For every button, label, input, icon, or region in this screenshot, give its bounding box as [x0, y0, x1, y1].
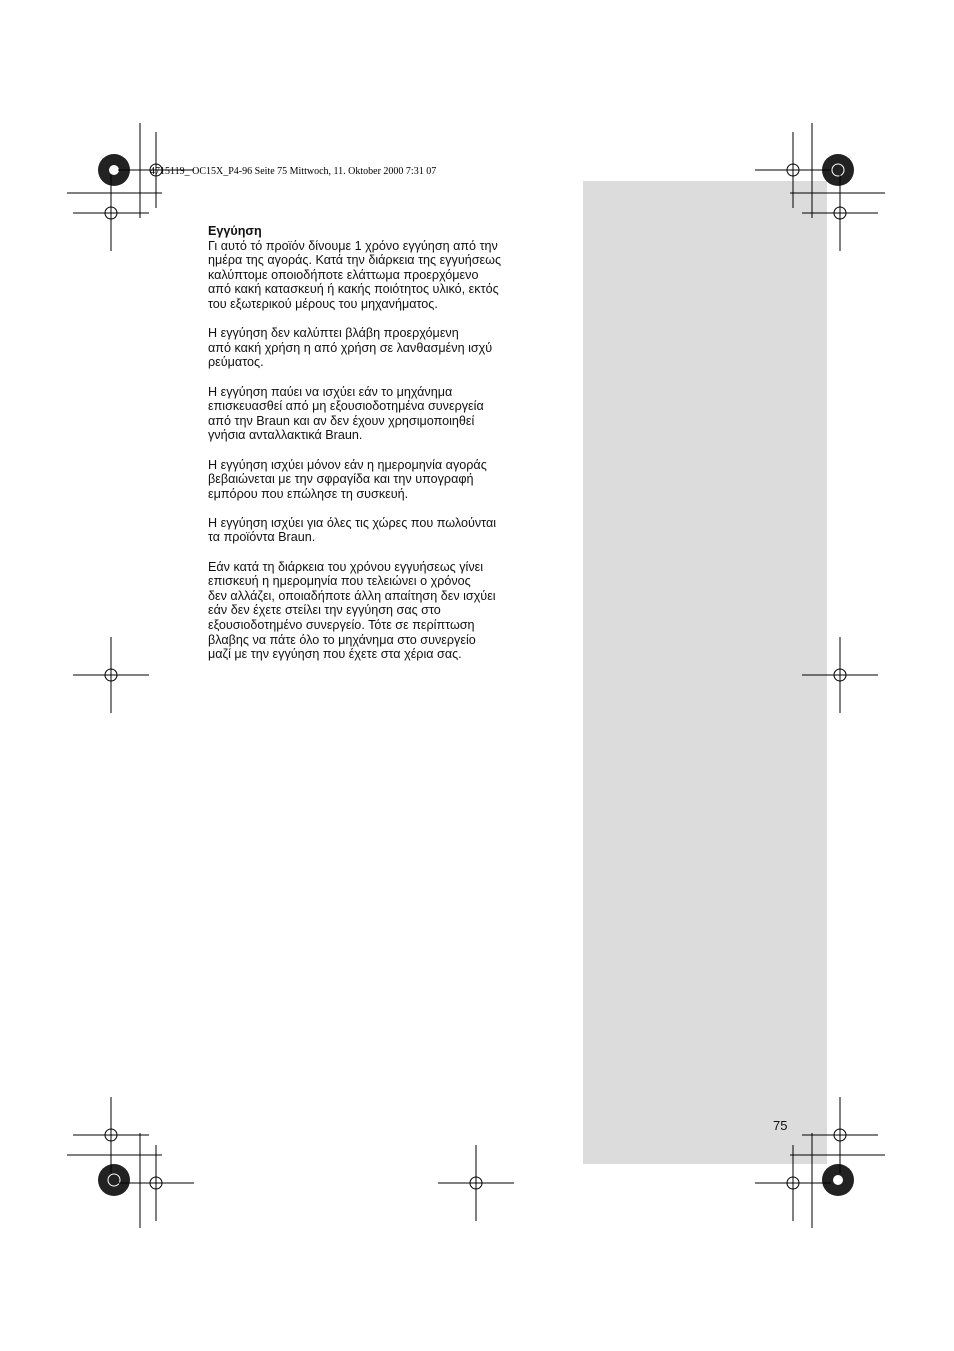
- registration-mark-icon: [755, 1145, 831, 1221]
- text-line: εξουσιοδοτημένο συνεργείο. Τότε σε περίπτωση: [208, 618, 475, 633]
- text-line: Η εγγύηση ισχύει για όλες τις χώρες που πωλούνται: [208, 515, 497, 530]
- registration-mark-icon: [802, 175, 878, 251]
- paragraph: [208, 385, 568, 443]
- text-line: επισκευή η ημερομηνία που τελειώνει ο χρόνος: [208, 574, 471, 589]
- text-line: καλύπτομε οποιοδήποτε ελάττωμα προερχόμενο: [208, 267, 479, 282]
- text-line: μαζί με την εγγύηση που έχετε στα χέρια σας.: [208, 647, 462, 662]
- registration-mark-icon: [73, 637, 149, 713]
- starburst-mark-icon: [98, 1164, 130, 1196]
- registration-mark-icon: [802, 1097, 878, 1173]
- text-line: από την Braun και αν δεν έχουν χρησιμοποιηθεί: [208, 413, 475, 428]
- text-line: του εξωτερικού μέρους του μηχανήματος.: [208, 296, 438, 311]
- text-line: από κακή κατασκευή ή κακής ποιότητος υλικό, εκτός: [208, 282, 499, 297]
- registration-mark-icon: [73, 1097, 149, 1173]
- text-line: από κακή χρήση η από χρήση σε λανθασμένη ισχύ: [208, 340, 493, 355]
- paragraph: [208, 560, 568, 662]
- registration-mark-icon: [755, 132, 831, 208]
- registration-mark-icon: [118, 1145, 194, 1221]
- text-line: επισκευασθεί από μη εξουσιοδοτημένα συνεργεία: [208, 399, 484, 414]
- text-line: ρεύματος.: [208, 355, 264, 370]
- starburst-mark-icon: [822, 1164, 854, 1196]
- text-line: βλαβης να πάτε όλο το μηχάνημα στο συνεργείο: [208, 632, 476, 647]
- text-line: γνήσια ανταλλακτικά Braun.: [208, 428, 363, 443]
- text-line: τα προϊόντα Braun.: [208, 530, 316, 545]
- text-line: Γι αυτό τό προϊόν δίνουμε 1 χρόνο εγγύηση από την: [208, 238, 498, 253]
- paragraph: [208, 326, 568, 370]
- text-line: βεβαιώνεται με την σφραγίδα και την υπογραφή: [208, 472, 474, 487]
- warranty-section: [208, 224, 568, 676]
- text-line: Η εγγύηση παύει να ισχύει εάν το μηχάνημα: [208, 384, 453, 399]
- print-slug: 4715119_ OC15X_P4-96 Seite 75 Mittwoch, 11. Oktober 2000 7:31 07: [150, 166, 437, 177]
- paragraph: [208, 458, 568, 502]
- text-line: εάν δεν έχετε στείλει την εγγύηση σας στο: [208, 603, 441, 618]
- section-title: Εγγύηση: [208, 224, 262, 238]
- registration-mark-icon: [802, 637, 878, 713]
- paragraph: [208, 516, 568, 545]
- page-number: 75: [773, 1118, 788, 1133]
- text-line: Εάν κατά τη διάρκεια του χρόνου εγγυήσεως γίνει: [208, 559, 484, 574]
- paragraph: [208, 239, 568, 312]
- text-line: Η εγγύηση ισχύει μόνον εάν η ημερομηνία αγοράς: [208, 457, 487, 472]
- text-line: εμπόρου που επώλησε τη συσκευή.: [208, 486, 409, 501]
- registration-mark-icon: [438, 1145, 514, 1221]
- text-line: Η εγγύηση δεν καλύπτει βλάβη προερχόμενη: [208, 326, 459, 341]
- registration-mark-icon: [73, 175, 149, 251]
- text-line: ημέρα της αγοράς. Κατά την διάρκεια της εγγυήσεως: [208, 253, 502, 268]
- text-line: δεν αλλάζει, οποιαδήποτε άλλη απαίτηση δεν ισχύει: [208, 588, 496, 603]
